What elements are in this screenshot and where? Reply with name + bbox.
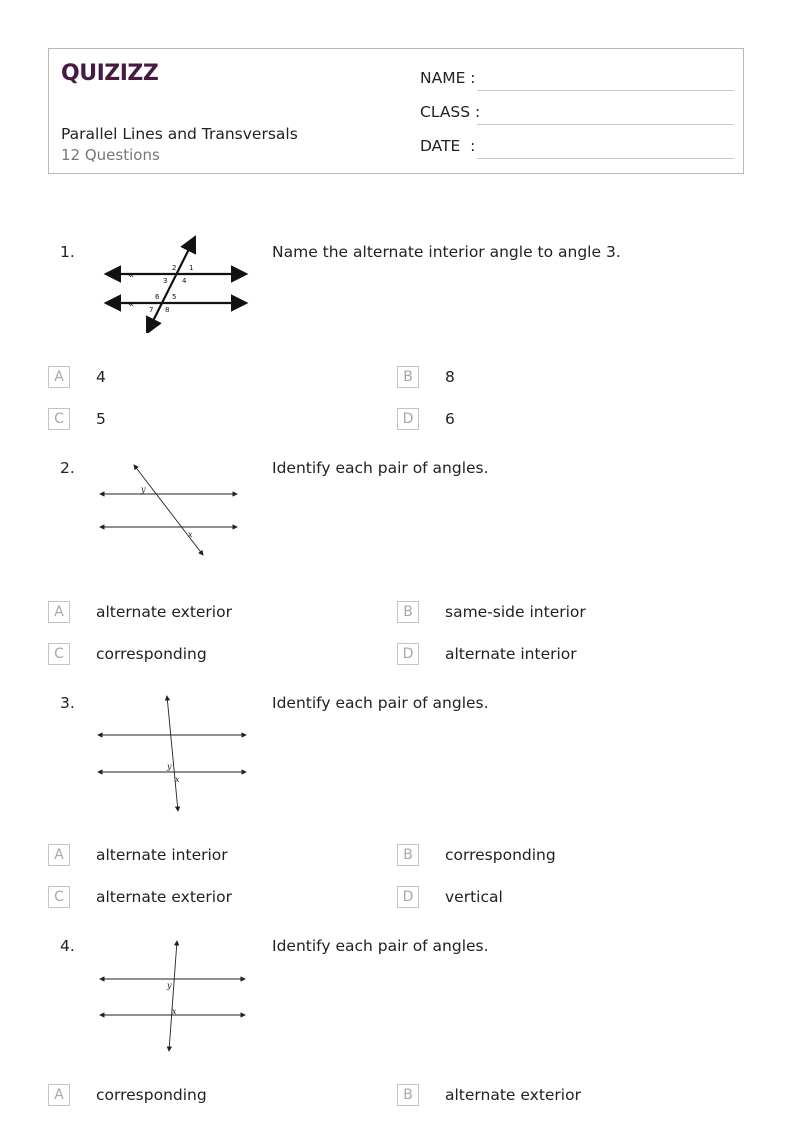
angle-label-2: 2 (172, 264, 177, 272)
option-letter: B (397, 601, 419, 623)
svg-text:«: « (128, 299, 135, 310)
angle-label-y: y (167, 981, 172, 990)
option-text: corresponding (445, 846, 556, 864)
option-letter: A (48, 844, 70, 866)
date-label: DATE : (420, 137, 476, 155)
option-letter: B (397, 366, 419, 388)
quizizz-logo (61, 59, 161, 87)
angle-label-4: 4 (182, 277, 187, 285)
parallel-lines-figure (96, 684, 256, 814)
option-text: corresponding (96, 645, 207, 663)
question-number: 3. (60, 694, 75, 712)
question-number: 2. (60, 459, 75, 477)
question-text: Identify each pair of angles. (272, 459, 489, 477)
worksheet-title: Parallel Lines and Transversals (61, 125, 298, 143)
name-line[interactable] (477, 90, 734, 91)
date-line[interactable] (477, 158, 734, 159)
question-count: 12 Questions (61, 146, 160, 164)
option-letter: B (397, 844, 419, 866)
option-text: alternate exterior (445, 1086, 581, 1104)
angle-label-7: 7 (149, 306, 154, 314)
angle-label-8: 8 (165, 306, 170, 314)
option-letter: D (397, 886, 419, 908)
option-text: vertical (445, 888, 503, 906)
angle-label-x: x (188, 530, 193, 539)
angle-label-x: x (172, 1007, 177, 1016)
option-letter: B (397, 1084, 419, 1106)
option-letter: C (48, 408, 70, 430)
question-text: Identify each pair of angles. (272, 694, 489, 712)
option-text: alternate exterior (96, 888, 232, 906)
option-letter: C (48, 643, 70, 665)
angle-label-5: 5 (172, 293, 177, 301)
angle-label-x: x (175, 775, 180, 784)
question-number: 1. (60, 243, 75, 261)
angle-label-1: 1 (189, 264, 194, 272)
class-field[interactable] (420, 103, 734, 127)
logo-text: QUIZIZZ (61, 61, 159, 86)
parallel-lines-figure (96, 449, 256, 559)
option-letter: A (48, 366, 70, 388)
question-number: 4. (60, 937, 75, 955)
option-text: 4 (96, 368, 106, 386)
name-field[interactable] (420, 69, 734, 93)
date-field[interactable] (420, 137, 734, 161)
option-text: corresponding (96, 1086, 207, 1104)
angle-label-3: 3 (163, 277, 168, 285)
option-letter: A (48, 1084, 70, 1106)
option-text: alternate exterior (96, 603, 232, 621)
option-letter: C (48, 886, 70, 908)
angle-label-6: 6 (155, 293, 160, 301)
option-letter: D (397, 408, 419, 430)
angle-label-y: y (141, 485, 146, 494)
question-text: Name the alternate interior angle to angle 3. (272, 243, 621, 261)
option-text: same-side interior (445, 603, 586, 621)
worksheet-header (48, 48, 744, 174)
option-text: alternate interior (96, 846, 228, 864)
angle-label-y: y (167, 762, 172, 771)
parallel-lines-figure (96, 233, 256, 333)
option-text: 8 (445, 368, 455, 386)
class-label: CLASS : (420, 103, 481, 121)
parallel-lines-figure (96, 927, 256, 1057)
option-letter: A (48, 601, 70, 623)
class-line[interactable] (477, 124, 734, 125)
option-letter: D (397, 643, 419, 665)
option-text: alternate interior (445, 645, 577, 663)
svg-text:«: « (128, 270, 135, 281)
name-label: NAME : (420, 69, 476, 87)
option-text: 5 (96, 410, 106, 428)
question-text: Identify each pair of angles. (272, 937, 489, 955)
option-text: 6 (445, 410, 455, 428)
